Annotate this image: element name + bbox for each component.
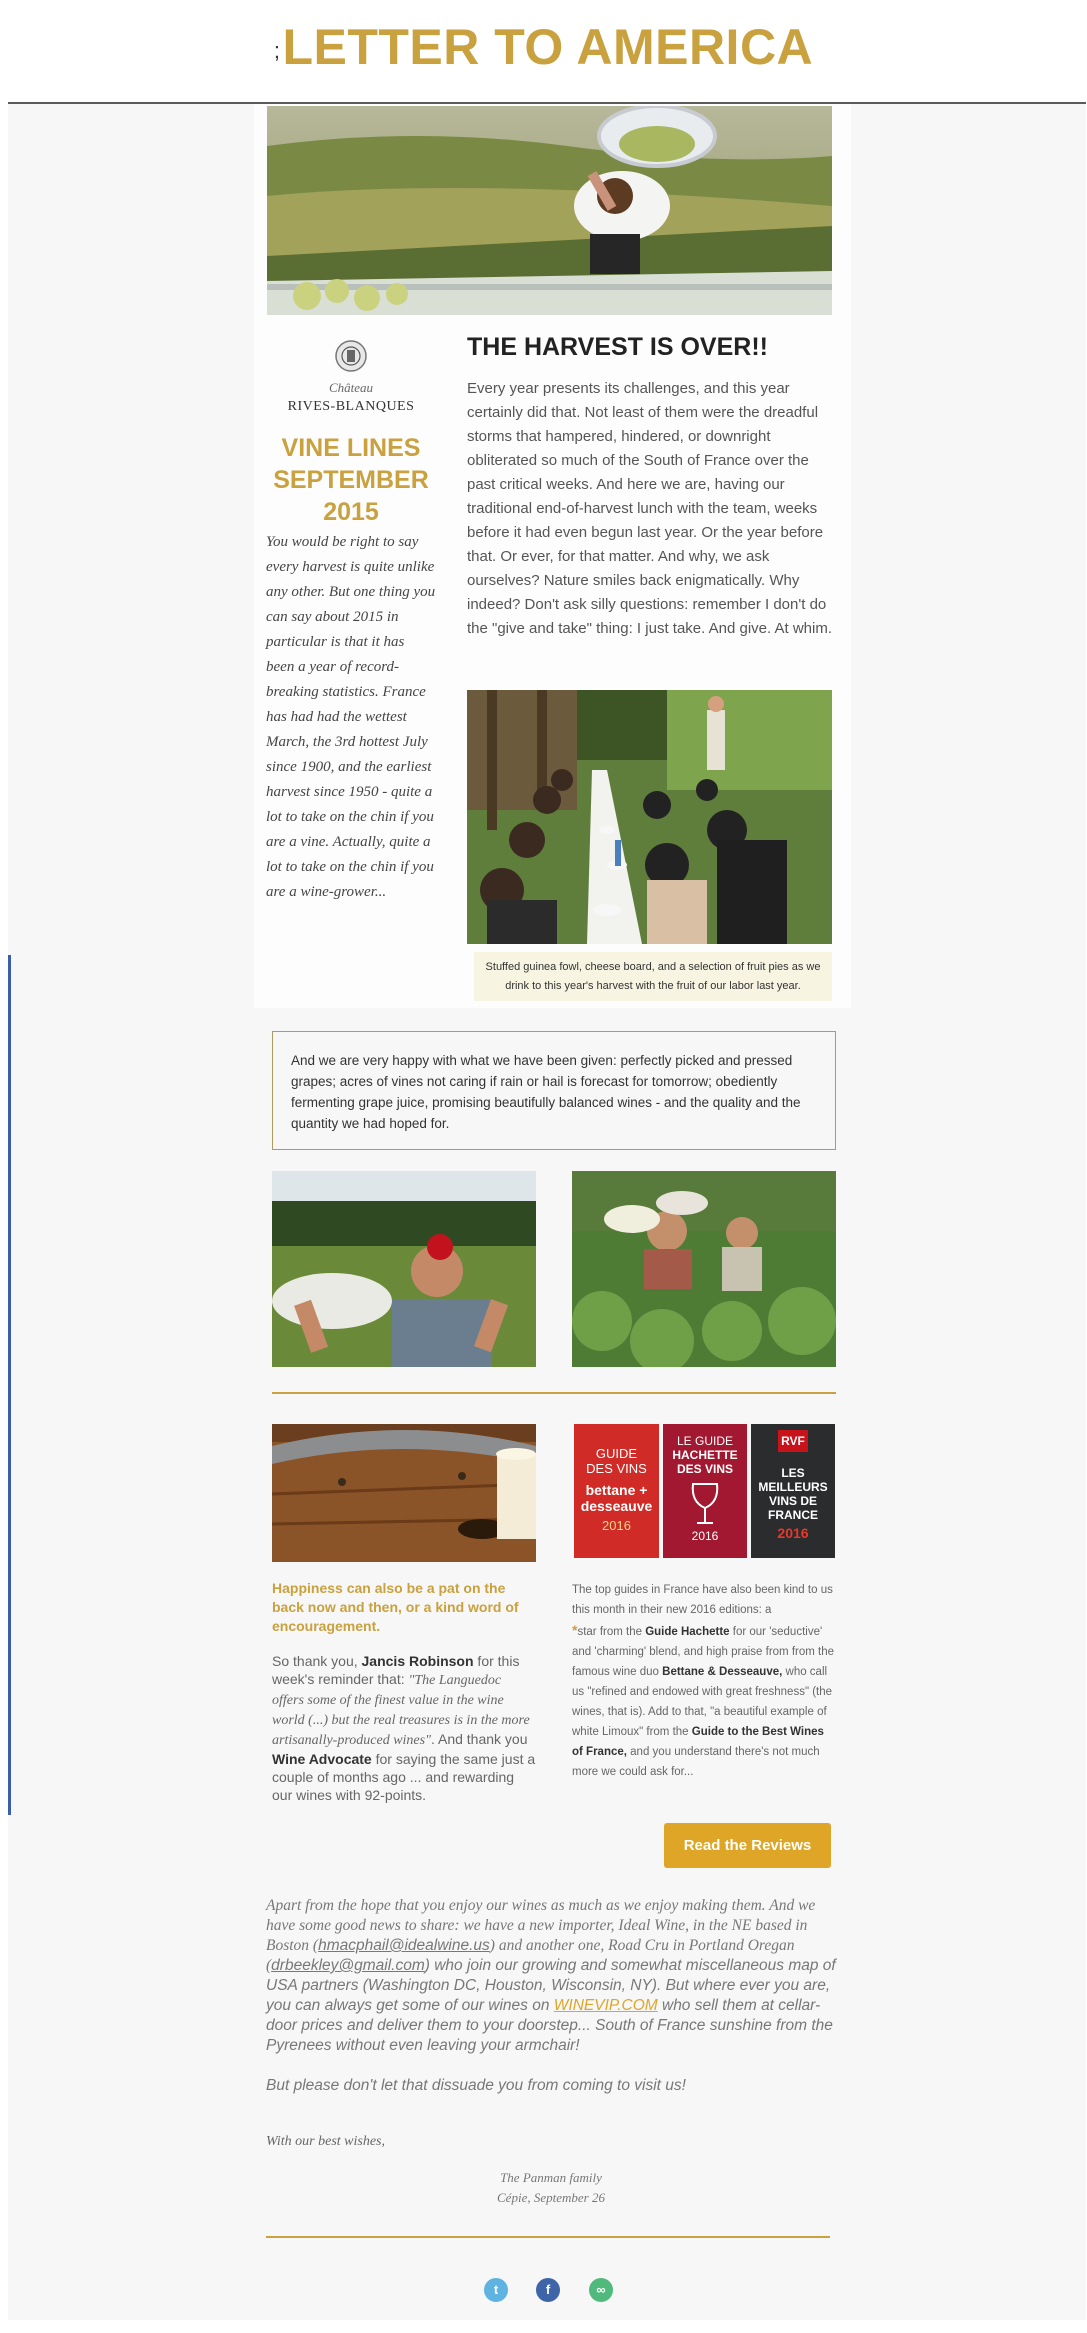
worker-with-rose-photo	[272, 1171, 536, 1367]
email-link-roadcru[interactable]: drbeekley@gmail.com	[271, 1957, 425, 1974]
book-rvf-logo: RVF	[778, 1430, 808, 1452]
book-bettane	[574, 1424, 659, 1558]
pat-wine-advocate: Wine Advocate	[272, 1751, 372, 1767]
pat-text-2: for this week's reminder that:	[272, 1653, 520, 1687]
vine-lines-line3: 2015	[323, 498, 379, 526]
encouragement-heading: Happiness can also be a pat on the back now and then, or a kind word of encouragement.	[272, 1580, 519, 1634]
logo-name-text: RIVES-BLANQUES	[287, 399, 415, 414]
intro-text: You would be right to say every harvest is quite unlike any other. But one thing you can say about 2015 in particular is that it has been a year of record-breaking statistics. France has had had the wettest March, the 3rd hottest July since 1900, and the earliest harvest since 1950 - quite a lot to take on the chin if you are a vine. Actually, quite a lot to take on the chin if you are a wine-grower...	[266, 534, 436, 900]
logo-script-text: Château	[328, 380, 374, 395]
wine-guide-covers	[572, 1424, 836, 1564]
vine-lines-heading	[265, 432, 437, 528]
title-prefix: ;	[273, 37, 281, 63]
email-link-idealwine[interactable]: hmacphail@idealwine.us	[318, 1937, 490, 1954]
book-rvf-mid: VINS DE FRANCE	[768, 1494, 818, 1522]
read-reviews-button[interactable]: Read the Reviews	[664, 1823, 831, 1868]
barrel-candle-photo	[272, 1424, 536, 1562]
signature-name: The Panman family	[500, 2170, 602, 2185]
photo-caption: Stuffed guinea fowl, cheese board, and a selection of fruit pies as we drink to this year's harvest with the fruit of our labor last year.	[474, 952, 832, 1001]
closing-text-2: ) and another one, Road Cru in Portland Oregan (	[266, 1937, 795, 1974]
book-bettane-mid: DES VINS	[586, 1461, 647, 1476]
wine-glass-icon	[685, 1482, 725, 1526]
book-rvf-top: LES MEILLEURS	[758, 1466, 828, 1494]
closing-text-4: who sell them at cellar-door prices and deliver them to your doorstep... South of France sunshine from the Pyrenees without even leaving your armchair!	[266, 1997, 833, 2054]
pat-quote: "The Languedoc offers some of the finest value in the wine world (...) but the real treasures is in the more artisanally-produced wines"	[272, 1673, 530, 1748]
footer-divider	[266, 2236, 830, 2238]
book-bettane-top: GUIDE	[595, 1446, 638, 1461]
signature	[266, 2168, 836, 2208]
star-icon: *	[572, 1622, 578, 1638]
title-text: LETTER TO AMERICA	[282, 19, 814, 75]
vineyard-workers-photo	[572, 1171, 836, 1367]
pat-text-3: . And thank you	[430, 1731, 528, 1747]
best-wishes: With our best wishes,	[266, 2134, 386, 2149]
hero-harvest-photo	[267, 106, 832, 315]
book-hachette-year: 2016	[691, 1529, 719, 1543]
guides-bettane: Bettane & Desseauve,	[662, 1666, 783, 1678]
book-rvf	[751, 1424, 835, 1558]
winevip-link[interactable]: WINEVIP.COM	[553, 1997, 658, 2014]
harvest-lunch-photo	[467, 690, 832, 944]
guides-text	[572, 1580, 836, 1782]
book-hachette	[663, 1424, 747, 1558]
closing-text	[266, 1896, 836, 2096]
article-text: Every year presents its challenges, and this year certainly did that. Not least of them were the dreadful storms that hampered, hindered, or downright obliterated so much of the South of France over the past critical weeks. And here we are, having our traditional end-of-harvest lunch with the team, weeks before it had even begun last year. Or the year before that. Or ever, for that matter. And why, we ask ourselves? Nature smiles back enigmatically. Why indeed? Don't ask silly questions: remember I don't do the "give and take" thing: I just take. And give. At whim.	[467, 380, 833, 637]
guides-text-4: who call us "refined and endowed with great freshness" (the wines, that is). Add to that, "a beautiful example of white Limoux" from the	[572, 1666, 833, 1738]
signature-place-date: Cépie, September 26	[497, 2190, 605, 2205]
guides-text-2: star from the	[577, 1626, 646, 1638]
book-bettane-year: 2016	[602, 1518, 631, 1533]
closing-text-1: Apart from the hope that you enjoy our wines as much as we enjoy making them. And we have some good news to share: we have a new importer, Ideal Wine, in the NE based in Boston (	[266, 1897, 816, 1954]
article-title: THE HARVEST IS OVER!!	[467, 333, 768, 361]
closing-visit-text: But please don't let that dissuade you from coming to visit us!	[266, 2077, 686, 2094]
quote-box: And we are very happy with what we have been given: perfectly picked and pressed grapes; acres of vines not caring if rain or hail is forecast for tomorrow; obediently fermenting grape juice, promising beautifully balanced wines - and the quality and the quantity we had hoped for.	[272, 1031, 836, 1150]
closing-text-3: ) who join our growing and somewhat miscellaneous map of USA partners (Washington DC, Houston, Wisconsin, NY). But where ever you are, you can always get some of our wines on	[266, 1957, 836, 2014]
twitter-icon[interactable]: t	[484, 2278, 508, 2302]
guides-best-wines: Guide to the Best Wines of France,	[572, 1726, 824, 1758]
guides-hachette: Guide Hachette	[645, 1626, 730, 1638]
left-accent-bar	[8, 955, 11, 1815]
book-bettane-big: bettane + desseauve	[580, 1482, 653, 1514]
vine-lines-line1: VINE LINES	[281, 434, 421, 462]
pat-text-4: for saying the same just a couple of months ago ... and rewarding our wines with 92-points.	[272, 1751, 536, 1803]
chateau-logo	[283, 340, 419, 424]
page-title	[0, 18, 1087, 76]
book-hachette-mid: HACHETTE DES VINS	[672, 1448, 738, 1476]
pat-text-1: So thank you,	[272, 1653, 362, 1669]
pat-jancis: Jancis Robinson	[361, 1653, 474, 1669]
guides-text-3: for our 'seductive' and 'charming' blend, and high praise from from the famous wine duo	[572, 1626, 835, 1678]
encouragement-text	[272, 1652, 536, 1806]
header	[0, 0, 1087, 100]
vine-lines-line2: SEPTEMBER	[273, 466, 429, 494]
facebook-icon[interactable]: f	[536, 2278, 560, 2302]
book-rvf-year: 2016	[777, 1525, 809, 1541]
guides-text-1: The top guides in France have also been kind to us this month in their new 2016 editions: a	[572, 1584, 833, 1616]
section-divider	[272, 1392, 836, 1394]
book-hachette-top: LE GUIDE	[676, 1434, 733, 1448]
link-icon[interactable]: ∞	[589, 2278, 613, 2302]
guides-text-5: and you understand there's not much more we could ask for...	[572, 1746, 820, 1778]
